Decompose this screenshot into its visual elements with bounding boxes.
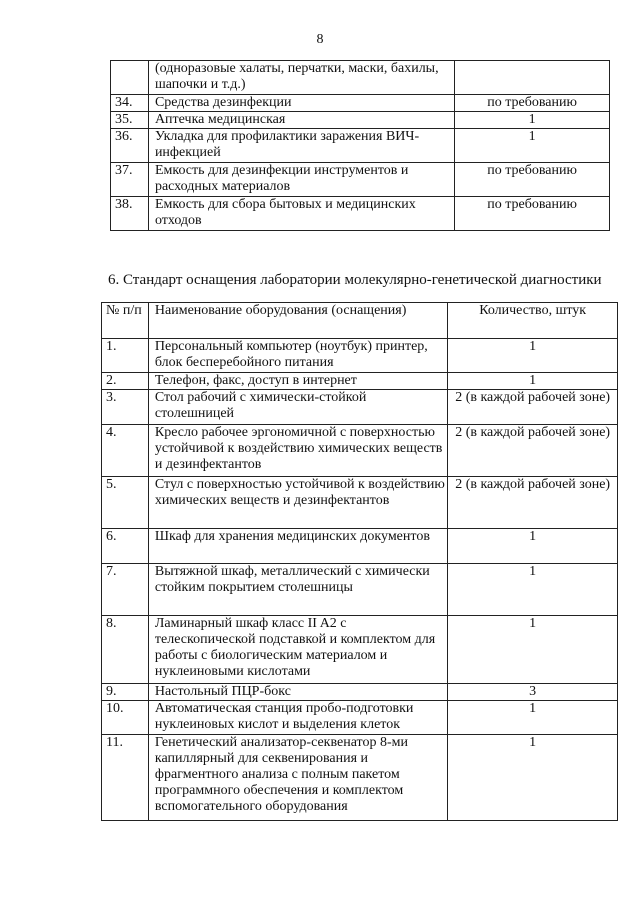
item-quantity: по требованию (455, 197, 610, 231)
item-name: Стол рабочий с химически-стойкой столешницей (148, 390, 447, 425)
table-row (102, 373, 618, 390)
item-quantity: по требованию (455, 95, 610, 112)
row-number: 38. (111, 197, 149, 231)
row-number: 6. (102, 529, 149, 564)
item-name: Телефон, факс, доступ в интернет (148, 373, 447, 390)
table-row (111, 197, 610, 231)
row-number: 34. (111, 95, 149, 112)
row-number (111, 61, 149, 95)
table-row (102, 529, 618, 564)
row-number: 5. (102, 477, 149, 529)
table-row (102, 701, 618, 735)
row-number: 10. (102, 701, 149, 735)
table-row (102, 616, 618, 684)
item-name: Аптечка медицинская (148, 112, 454, 129)
row-number: 7. (102, 564, 149, 616)
table-row (111, 61, 610, 95)
column-header-quantity: Количество, штук (448, 303, 618, 339)
row-number: 9. (102, 684, 149, 701)
row-number: 8. (102, 616, 149, 684)
row-number: 1. (102, 339, 149, 373)
row-number: 11. (102, 735, 149, 821)
table-row (111, 95, 610, 112)
continued-equipment-table (110, 60, 610, 231)
item-quantity: 1 (448, 616, 618, 684)
item-name: Емкость для дезинфекции инструментов и расходных материалов (148, 163, 454, 197)
item-name: Вытяжной шкаф, металлический с химически стойким покрытием столешницы (148, 564, 447, 616)
item-quantity: 2 (в каждой рабочей зоне) (448, 390, 618, 425)
item-name: Генетический анализатор-секвенатор 8-ми капиллярный для секвенирования и фрагментного анализа с полным пакетом программного обеспечения и комплектом вспомогательного оборудования (148, 735, 447, 821)
table-header-row (102, 303, 618, 339)
item-name: Ламинарный шкаф класс II A2 с телескопической подставкой и комплектом для работы с биологическим материалом и нуклеиновыми кислотами (148, 616, 447, 684)
table-row (102, 564, 618, 616)
item-name: Персональный компьютер (ноутбук) принтер, блок бесперебойного питания (148, 339, 447, 373)
item-quantity: 3 (448, 684, 618, 701)
section-heading: 6. Стандарт оснащения лаборатории молекулярно-генетической диагностики (108, 272, 602, 288)
column-header-number: № п/п (102, 303, 149, 339)
column-header-name: Наименование оборудования (оснащения) (148, 303, 447, 339)
row-number: 2. (102, 373, 149, 390)
item-quantity: 2 (в каждой рабочей зоне) (448, 477, 618, 529)
item-quantity: 1 (448, 339, 618, 373)
item-quantity: 1 (448, 735, 618, 821)
item-quantity: 1 (448, 564, 618, 616)
item-quantity: 1 (455, 112, 610, 129)
item-name: Укладка для профилактики заражения ВИЧ-инфекцией (148, 129, 454, 163)
item-name: Средства дезинфекции (148, 95, 454, 112)
table-row (111, 163, 610, 197)
item-name: (одноразовые халаты, перчатки, маски, бахилы, шапочки и т.д.) (148, 61, 454, 95)
item-quantity: 1 (448, 529, 618, 564)
item-name: Стул с поверхностью устойчивой к воздействию химических веществ и дезинфектантов (148, 477, 447, 529)
item-quantity: 1 (455, 129, 610, 163)
table-row (102, 684, 618, 701)
table-row (102, 425, 618, 477)
item-quantity: 2 (в каждой рабочей зоне) (448, 425, 618, 477)
page-number: 8 (316, 32, 324, 47)
item-name: Емкость для сбора бытовых и медицинских отходов (148, 197, 454, 231)
row-number: 4. (102, 425, 149, 477)
row-number: 36. (111, 129, 149, 163)
row-number: 35. (111, 112, 149, 129)
table-row (111, 112, 610, 129)
item-quantity (455, 61, 610, 95)
table-row (102, 735, 618, 821)
lab-equipment-table (101, 302, 618, 821)
item-quantity: 1 (448, 373, 618, 390)
item-name: Настольный ПЦР-бокс (148, 684, 447, 701)
item-name: Шкаф для хранения медицинских документов (148, 529, 447, 564)
table-row (111, 129, 610, 163)
table-row (102, 477, 618, 529)
table-row (102, 390, 618, 425)
row-number: 37. (111, 163, 149, 197)
item-name: Автоматическая станция пробо-подготовки нуклеиновых кислот и выделения клеток (148, 701, 447, 735)
item-name: Кресло рабочее эргономичной с поверхностью устойчивой к воздействию химических веществ и дезинфектантов (148, 425, 447, 477)
table-row (102, 339, 618, 373)
item-quantity: по требованию (455, 163, 610, 197)
item-quantity: 1 (448, 701, 618, 735)
row-number: 3. (102, 390, 149, 425)
